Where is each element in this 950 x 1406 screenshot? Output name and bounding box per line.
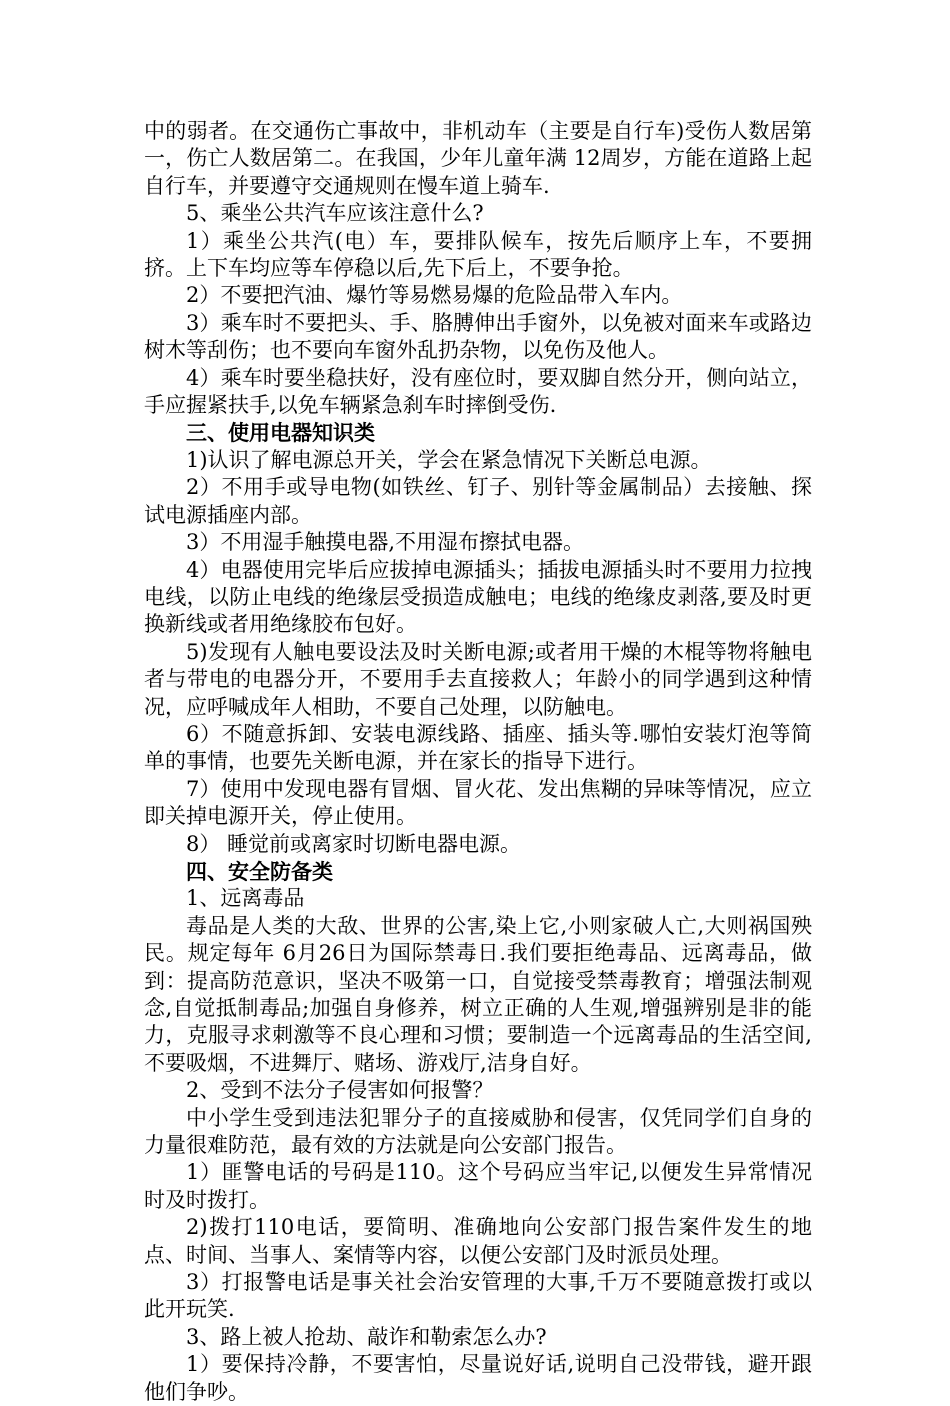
document-page — [144, 118, 812, 1406]
paragraph-electrical-1: 1)认识了解电源总开关，学会在紧急情况下关断总电源。 — [186, 447, 712, 472]
paragraph-police-intro: 中小学生受到违法犯罪分子的直接威胁和侵害，仅凭同学们自身的力量很难防范，最有效的方法就是向公安部门报告。 — [144, 1105, 812, 1158]
paragraph-electrical-2: 2）不用手或导电物(如铁丝、钉子、别针等金属制品）去接触、探试电源插座内部。 — [144, 475, 812, 527]
paragraph-drugs-body: 毒品是人类的大敌、世界的公害,染上它,小则家破人亡,大则祸国殃民。规定每年 6月26日为国际禁毒日.我们要拒绝毒品、远离毒品，做到：提高防范意识，坚决不吸第一口，自觉接受禁毒教育；增强法制观念,自觉抵制毒品;加强自身修养，树立正确的人生观,增强辨别是非的能力，克服寻求刺激等不良心理和习惯；要制造一个远离毒品的生活空间,不要吸烟，不进舞厅、赌场、游戏厅,洁身自好。 — [144, 913, 812, 1075]
paragraph-bus-2: 2）不要把汽油、爆竹等易燃易爆的危险品带入车内。 — [186, 283, 683, 308]
paragraph-electrical-8: 8） 睡觉前或离家时切断电器电源。 — [186, 831, 522, 856]
paragraph-police-2: 2)拨打110电话，要简明、准确地向公安部门报告案件发生的地点、时间、当事人、案情等内容，以便公安部门及时派员处理。 — [144, 1215, 812, 1267]
paragraph-robbery-1: 1）要保持冷静，不要害怕，尽量说好话,说明自己没带钱，避开跟他们争吵。 — [144, 1352, 812, 1404]
paragraph-police-1: 1）匪警电话的号码是110。这个号码应当牢记,以便发生异常情况时及时拨打。 — [144, 1160, 812, 1212]
paragraph-electrical-6: 6）不随意拆卸、安装电源线路、插座、插头等.哪怕安装灯泡等简单的事情，也要先关断电源，并在家长的指导下进行。 — [144, 721, 812, 774]
paragraph-bus-3: 3）乘车时不要把头、手、胳膊伸出手窗外，以免被对面来车或路边树木等刮伤；也不要向车窗外乱扔杂物，以免伤及他人。 — [144, 310, 812, 363]
paragraph-traffic-weak: 中的弱者。在交通伤亡事故中，非机动车（主要是自行车)受伤人数居第一，伤亡人数居第二。在我国，少年儿童年满 12周岁，方能在道路上起自行车，并要遵守交通规则在慢车道上骑车. — [144, 119, 812, 198]
section-heading-security: 四、安全防备类 — [186, 858, 333, 884]
paragraph-electrical-4: 4）电器使用完毕后应拔掉电源插头；插拔电源插头时不要用力拉拽电线，以防止电线的绝缘层受损造成触电；电线的绝缘皮剥落,要及时更换新线或者用绝缘胶布包好。 — [144, 557, 812, 637]
paragraph-bus-question: 5、乘坐公共汽车应该注意什么? — [186, 201, 484, 226]
paragraph-electrical-7: 7）使用中发现电器有冒烟、冒火花、发出焦糊的异味等情况，应立即关掉电源开关，停止使用。 — [144, 776, 812, 829]
paragraph-police-3: 3）打报警电话是事关社会治安管理的大事,千万不要随意拨打或以此开玩笑. — [144, 1270, 812, 1322]
section-heading-electrical: 三、使用电器知识类 — [186, 420, 375, 446]
paragraph-drugs-title: 1、远离毒品 — [186, 886, 305, 911]
paragraph-bus-4: 4）乘车时要坐稳扶好，没有座位时，要双脚自然分开，侧向站立，手应握紧扶手,以免车辆紧急刹车时摔倒受伤. — [144, 365, 812, 418]
paragraph-electrical-5: 5)发现有人触电要设法及时关断电源;或者用干燥的木棍等物将触电者与带电的电器分开，不要用手去直接救人；年龄小的同学遇到这种情况，应呼喊成年人相助，不要自己处理，以防触电。 — [144, 639, 812, 719]
paragraph-bus-1: 1）乘坐公共汽(电）车，要排队候车，按先后顺序上车，不要拥挤。上下车均应等车停稳以后,先下后上，不要争抢。 — [144, 228, 812, 281]
paragraph-police-question: 2、受到不法分子侵害如何报警？ — [186, 1078, 494, 1103]
paragraph-robbery-question: 3、路上被人抢劫、敲诈和勒索怎么办? — [186, 1324, 547, 1349]
paragraph-electrical-3: 3）不用湿手触摸电器,不用湿布擦拭电器。 — [186, 530, 585, 555]
